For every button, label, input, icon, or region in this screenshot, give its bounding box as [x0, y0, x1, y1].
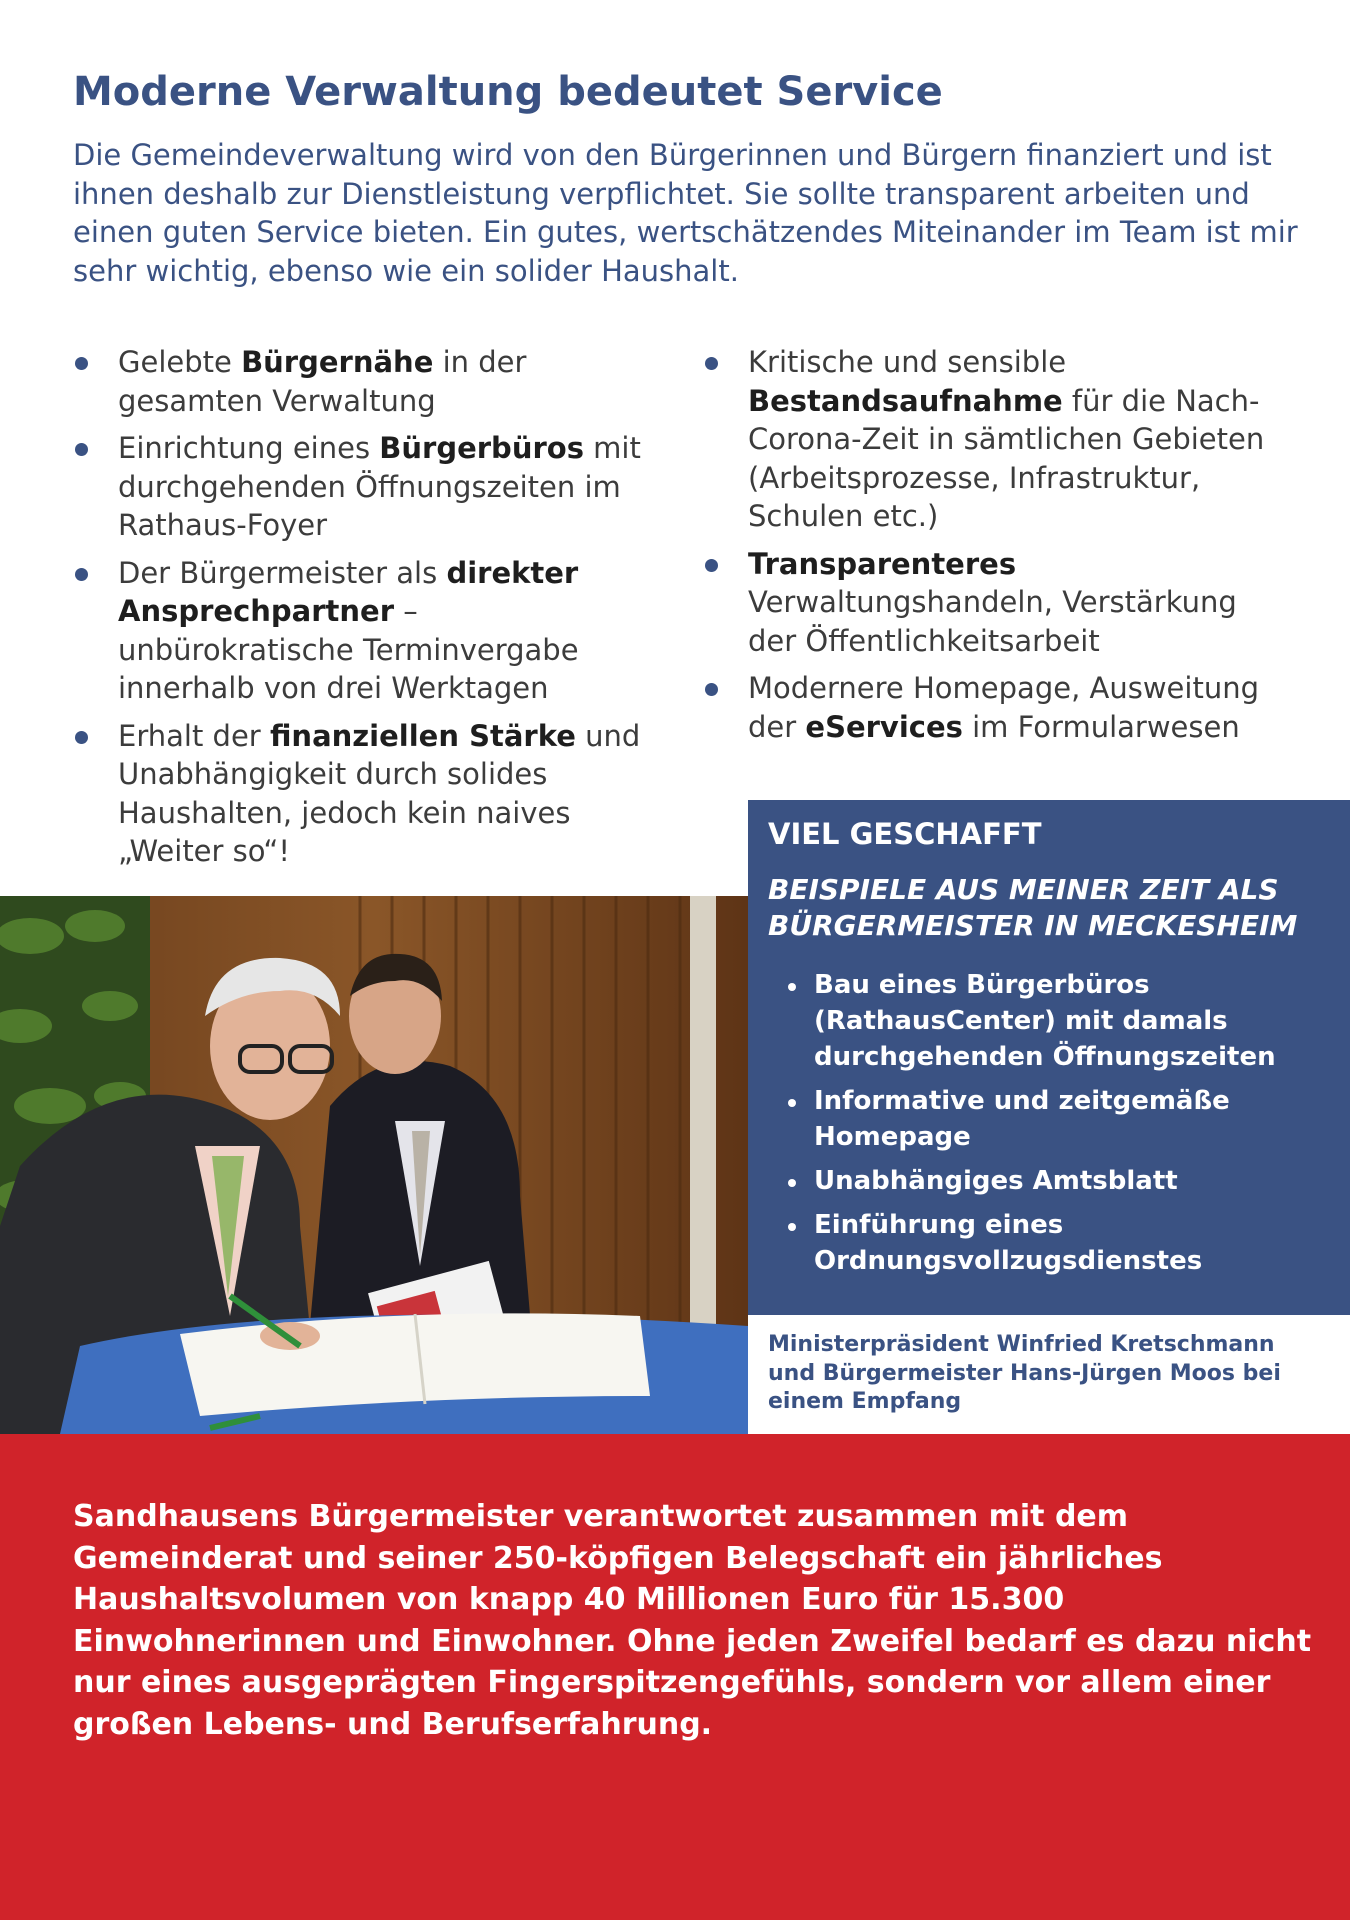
list-item: Transparenteres Verwaltungshandeln, Verstärkung der Öffentlichkeitsarbeit: [703, 545, 1293, 661]
bullet-dot-icon: [788, 983, 796, 991]
list-item: Bau eines Bürgerbüros (RathausCenter) mit damals durchgehenden Öffnungszeiten: [768, 967, 1330, 1075]
list-item: Gelebte Bürgernähe in der gesamten Verwaltung: [73, 343, 643, 420]
photo-illustration: [0, 896, 748, 1434]
list-item: Erhalt der finanziellen Stärke und Unabhängigkeit durch solides Haushalten, jedoch kein naives „Weiter so“!: [73, 717, 643, 871]
box-subtitle: BEISPIELE AUS MEINER ZEIT ALS BÜRGERMEISTER IN MECKESHEIM: [768, 873, 1298, 942]
bullet-dot-icon: [705, 683, 718, 696]
closing-statement: Sandhausens Bürgermeister verantwortet zusammen mit dem Gemeinderat und seiner 250-köpfigen Belegschaft ein jährliches Haushaltsvolumen von knapp 40 Millionen Euro für 15.300 Einwohnerinnen und Einwohner. Ohne jeden Zweifel bedarf es dazu nicht nur eines ausgeprägten Fingerspitzengefühls, sondern vor allem einer großen Lebens- und Berufserfahrung.: [73, 1499, 1312, 1742]
bullet-dot-icon: [705, 559, 718, 572]
bullet-dot-icon: [705, 357, 718, 370]
achievements-box: [748, 800, 1350, 1315]
list-item: Der Bürgermeister als direkter Ansprechpartner – unbürokratische Terminvergabe innerhalb von drei Werktagen: [73, 554, 643, 708]
right-bullet-list: [703, 343, 1293, 755]
bullet-dot-icon: [788, 1179, 796, 1187]
box-list: [768, 967, 1330, 1279]
box-kicker: VIEL GESCHAFFT: [768, 817, 1042, 851]
list-item: Einrichtung eines Bürgerbüros mit durchgehenden Öffnungszeiten im Rathaus-Foyer: [73, 429, 643, 545]
headline: Moderne Verwaltung bedeutet Service: [73, 69, 943, 115]
list-item: Informative und zeitgemäße Homepage: [768, 1083, 1330, 1155]
list-item: Unabhängiges Amtsblatt: [768, 1163, 1330, 1199]
reception-photo: [0, 896, 748, 1434]
left-bullet-list: [73, 343, 643, 880]
intro-paragraph: Die Gemeindeverwaltung wird von den Bürgerinnen und Bürgern finanziert und ist ihnen deshalb zur Dienstleistung verpflichtet. Sie sollte transparent arbeiten und einen guten Service bieten. Ein gutes, wertschätzendes Miteinander im Team ist mir sehr wichtig, ebenso wie ein solider Haushalt.: [73, 138, 1298, 288]
list-item: Kritische und sensible Bestandsaufnahme für die Nach-Corona-Zeit in sämtlichen Gebieten (Arbeitsprozesse, Infrastruktur, Schulen etc.): [703, 343, 1293, 536]
bullet-dot-icon: [75, 357, 88, 370]
bullet-dot-icon: [75, 443, 88, 456]
list-item: Einführung eines Ordnungsvollzugsdienstes: [768, 1207, 1330, 1279]
bullet-dot-icon: [788, 1099, 796, 1107]
bullet-dot-icon: [75, 731, 88, 744]
bullet-dot-icon: [788, 1223, 796, 1231]
bullet-dot-icon: [75, 568, 88, 581]
photo-caption: Ministerpräsident Winfried Kretschmann und Bürgermeister Hans-Jürgen Moos bei einem Empfang: [768, 1332, 1281, 1414]
list-item: Modernere Homepage, Ausweitung der eServices im Formularwesen: [703, 669, 1293, 746]
